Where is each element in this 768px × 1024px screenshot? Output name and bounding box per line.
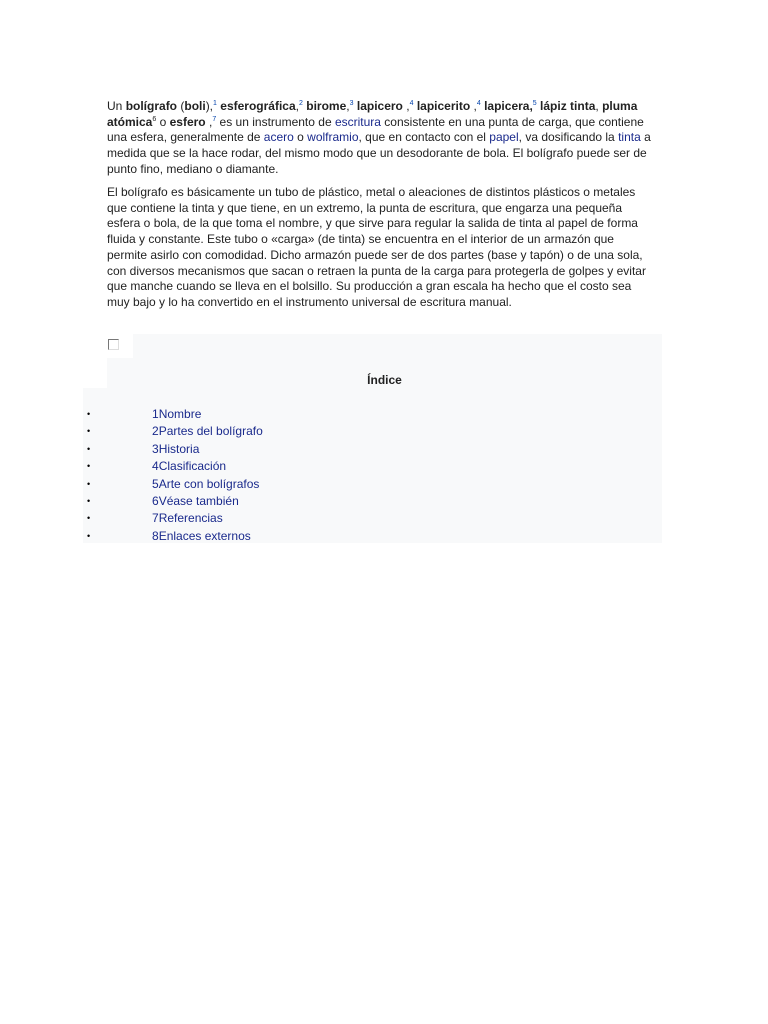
toc-label: Referencias <box>158 511 223 526</box>
toc-list <box>83 406 662 545</box>
text: , <box>402 99 410 113</box>
bullet-icon: • <box>87 513 91 524</box>
toc-label: Véase también <box>158 493 239 508</box>
toc-title: Índice <box>367 373 402 387</box>
toc-number: 7 <box>152 511 159 526</box>
text: , <box>205 114 213 129</box>
term-lapicerito: lapicerito <box>416 99 471 113</box>
term-lapiz-tinta: lápiz tinta <box>540 99 596 113</box>
toc-link-referencias[interactable] <box>152 510 223 526</box>
term-lapicera: lapicera, <box>484 99 533 113</box>
toc-number: 8 <box>152 528 159 543</box>
link-tinta[interactable]: tinta <box>618 130 641 145</box>
toc-number: 2 <box>152 424 159 439</box>
reference-1[interactable]: 1 <box>213 100 217 107</box>
reference-4b[interactable]: 4 <box>476 100 481 107</box>
text: ( <box>177 99 185 113</box>
toc-link-partes[interactable] <box>152 423 263 439</box>
link-wolframio[interactable]: wolframio <box>307 130 359 145</box>
bullet-icon: • <box>87 478 91 489</box>
bullet-icon: • <box>87 443 91 454</box>
toc-label: Nombre <box>158 407 202 421</box>
toc-label: Historia <box>158 441 200 456</box>
toc-item <box>83 528 662 545</box>
toc-number: 6 <box>152 493 159 508</box>
toc-number: 5 <box>152 476 159 491</box>
term-esfero: esfero <box>169 114 206 129</box>
bullet-icon: • <box>87 461 91 472</box>
term-esferografica: esferográfica <box>220 99 296 113</box>
toc-link-vease-tambien[interactable] <box>152 493 239 509</box>
text: ), <box>205 99 214 113</box>
toc-item <box>83 441 662 458</box>
toc-item <box>83 493 662 510</box>
description-paragraph: El bolígrafo es básicamente un tubo de plástico, metal o aleaciones de distintos plásticos o metales que contiene la tinta y que tiene, en un extremo, la punta de escritura, que engarza una pequeña esfera o bola, de la que toma el nombre, y que sirve para regular la salida de tinta al papel de forma fluida y constante. Este tubo o «carga» (de tinta) se encuentra en el interior de un armazón que permite asirlo con comodidad. Dicho armazón puede ser de dos partes (base y tapón) o de una sola, con diversos mecanismos que sacan o retraen la punta de la carga para protegerla de golpes y evitar que manche cuando se lleva en el bolsillo. Su producción a gran escala ha hecho que el costo sea muy bajo y lo ha convertido en el instrumento universal de escritura manual. <box>107 185 646 309</box>
link-escritura[interactable]: escritura <box>334 114 381 129</box>
bullet-icon: • <box>87 409 91 419</box>
toc-label: Clasificación <box>158 459 227 474</box>
toc-link-arte[interactable] <box>152 476 259 492</box>
text: , <box>595 99 603 113</box>
text: consistente en una punta de carga, que contiene una esfera, generalmente de <box>107 114 644 145</box>
text: o <box>293 130 308 145</box>
text: , va dosificando la <box>518 130 619 145</box>
toc-link-historia[interactable] <box>152 441 199 457</box>
toc-number: 3 <box>152 441 159 456</box>
toc-link-clasificacion[interactable] <box>152 458 226 474</box>
reference-3[interactable]: 3 <box>349 100 354 107</box>
toc-item <box>83 458 662 475</box>
text: , <box>470 99 477 113</box>
term-pluma-atomica: pluma atómica <box>107 99 638 129</box>
toc-label: Partes del bolígrafo <box>158 424 263 439</box>
term-birome: birome <box>306 99 347 113</box>
reference-7[interactable]: 7 <box>212 115 217 123</box>
reference-2[interactable]: 2 <box>299 100 303 107</box>
reference-6: 6 <box>152 115 157 123</box>
toc-item <box>83 476 662 493</box>
toc-toggle-checkbox[interactable] <box>108 339 119 350</box>
reference-4[interactable]: 4 <box>409 100 414 107</box>
toc-label: Arte con bolígrafos <box>158 476 260 491</box>
toc-link-nombre[interactable] <box>152 406 201 422</box>
text: a medida que se la hace rodar, del mismo modo que un desodorante de bola. El bolígrafo puede ser de punto fino, mediano o diamante. <box>107 130 651 176</box>
toc-item <box>83 406 662 423</box>
text: o <box>156 114 170 129</box>
toc-link-enlaces-externos[interactable] <box>152 528 251 544</box>
bullet-icon: • <box>87 495 91 506</box>
reference-5[interactable]: 5 <box>532 100 537 107</box>
intro-paragraph <box>107 99 655 178</box>
toc-item <box>83 510 662 527</box>
text: Un <box>107 99 126 113</box>
toc-number: 4 <box>152 459 159 474</box>
text: es un instrumento de <box>216 114 335 129</box>
text: , <box>295 99 299 113</box>
bullet-icon: • <box>87 530 91 541</box>
text: , <box>346 99 350 113</box>
link-acero[interactable]: acero <box>263 130 294 145</box>
term-boli: boli <box>184 99 206 113</box>
toc-number: 1 <box>152 407 159 421</box>
toc-label: Enlaces externos <box>158 528 251 543</box>
toc-item <box>83 423 662 440</box>
text: , que en contacto con el <box>358 130 490 145</box>
term-boligrafo: bolígrafo <box>125 99 178 113</box>
bullet-icon: • <box>87 426 91 437</box>
term-lapicero: lapicero <box>356 99 403 113</box>
link-papel[interactable]: papel <box>489 130 519 145</box>
